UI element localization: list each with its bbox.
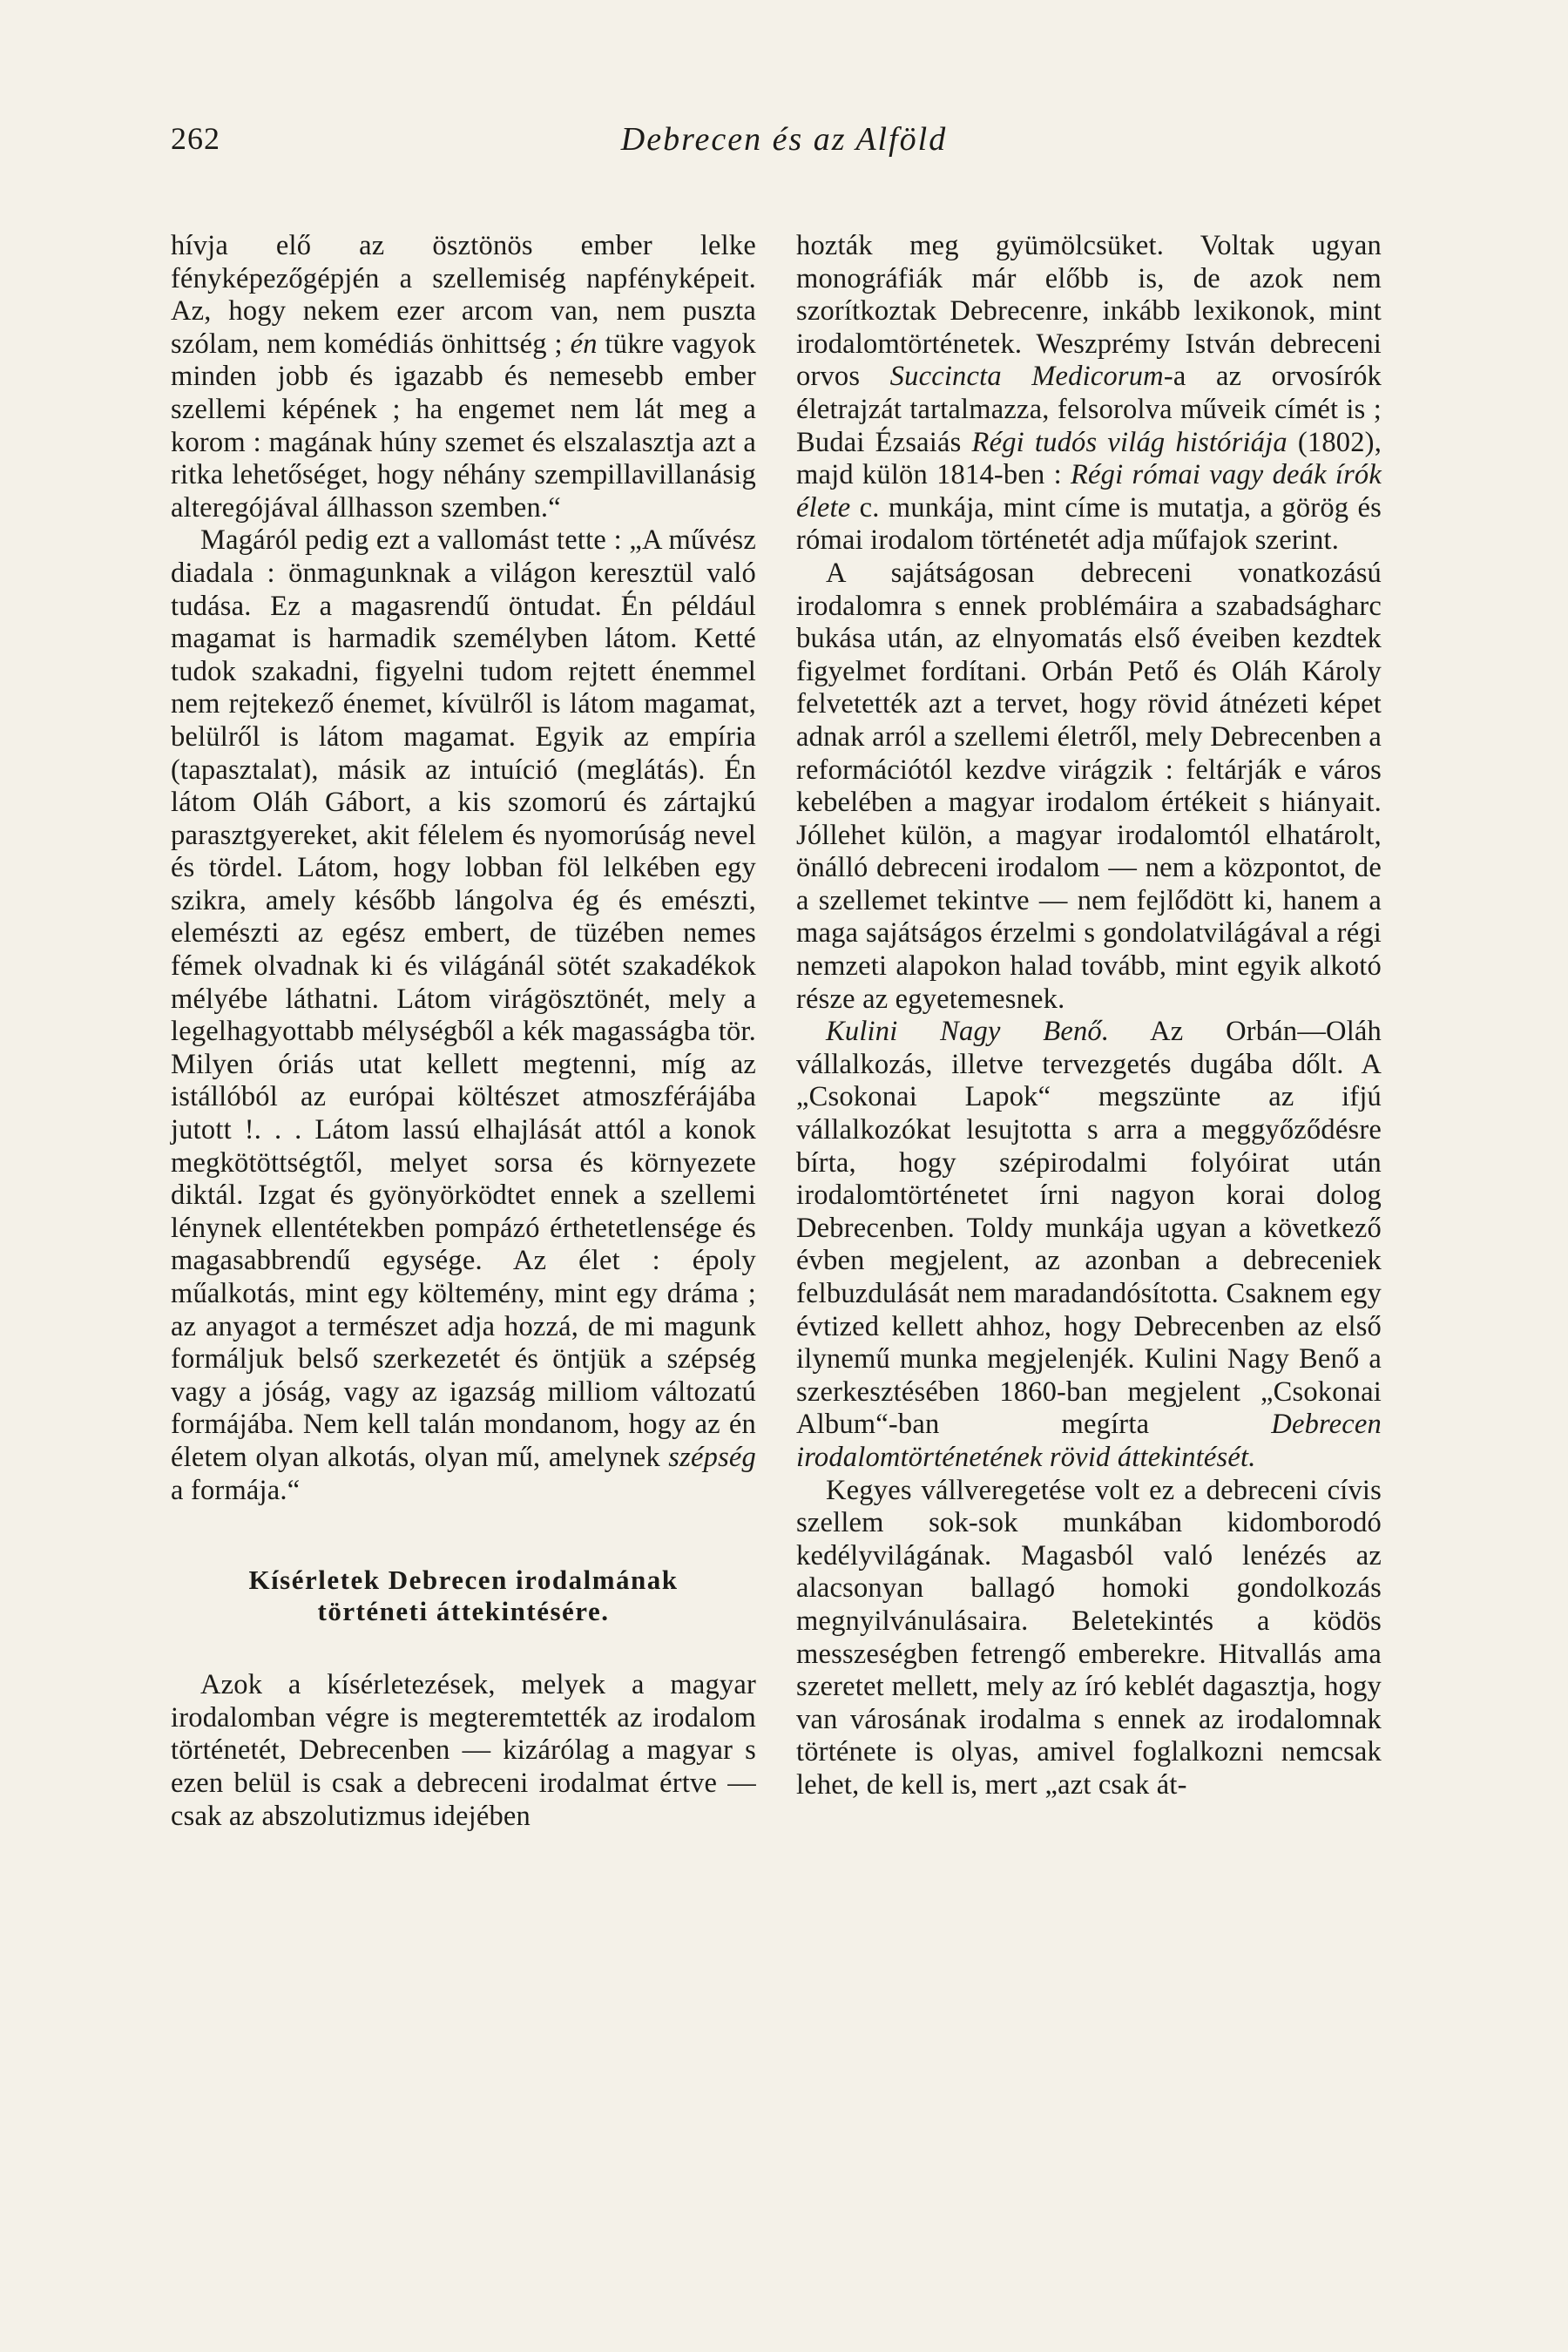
page-header (0, 120, 1568, 172)
left-column (171, 230, 756, 1833)
running-title: Debrecen és az Alföld (620, 121, 948, 158)
paragraph: hívja elő az ösztönös ember lelke fényképezőgépjén a szellemiség napfényképeit. Az, hogy nekem ezer arcom van, nem puszta szólam, nem komédiás önhittség ; én tükre vagyok minden jobb és igazabb és nemesebb ember szellemi képének ; ha engemet nem lát meg a korom : magának húny szemet és elszalasztja azt a ritka lehetőséget, hogy néhány szempillavillanásig alteregójával állhasson szemben.“ (171, 230, 756, 524)
paragraph: Kulini Nagy Benő. Az Orbán—Oláh vállalkozás, illetve tervezgetés dugába dőlt. A „Csokonai Lapok“ megszünte az ifjú vállalkozókat lesujtotta s arra a meggyőződésre bírta, hogy szépirodalmi folyóirat után irodalomtörténetet írni nagyon korai dolog Debrecenben. Toldy munkája ugyan a következő évben megjelent, az azonban a debreceniek felbuzdulását nem maradandósította. Csaknem egy évtized kellett ahhoz, hogy Debrecenben az első ilynemű munka megjelenjék. Kulini Nagy Benő a szerkesztésében 1860-ban megjelent „Csokonai Album“-ban megírta Debrecen irodalomtörténetének rövid áttekintését. (796, 1016, 1382, 1473)
paragraph: Azok a kísérletezések, melyek a magyar irodalomban végre is megteremtették az irodalom történetét, Debrecenben — kizárólag a magyar s ezen belül is csak a debreceni irodalmat értve — csak az abszolutizmus idejében (171, 1669, 756, 1832)
paragraph: A sajátságosan debreceni vonatkozású irodalomra s ennek problémáira a szabadságharc bukása után, az elnyomatás első éveiben kezdtek figyelmet fordítani. Orbán Pető és Oláh Károly felvetették azt a tervet, hogy rövid átnézeti képet adnak arról a szellemi életről, mely Debrecenben a reformációtól kezdve virágzik : feltárják e város kebelében a magyar irodalom értékeit s hiányait. Jóllehet külön, a magyar irodalomtól elhatárolt, önálló debreceni irodalom — nem a központot, de a szellemet tekintve — nem fejlődött ki, hanem a maga sajátságos érzelmi s gondolatvilágával a régi nemzeti alapokon halad tovább, mint egyik alkotó része az egyetemesnek. (796, 557, 1382, 1015)
right-column (796, 230, 1382, 1802)
section-heading: Kísérletek Debrecen irodalmának történeti áttekintésére. (248, 1565, 679, 1627)
paragraph: hozták meg gyümölcsüket. Voltak ugyan monográfiák már előbb is, de azok nem szorítkoztak Debrecenre, inkább lexikonok, mint irodalomtörténetek. Weszprémy István debreceni orvos Succincta Medicorum-a az orvosírók életrajzát tartalmazza, felsorolva műveik címét is ; Budai Ézsaiás Régi tudós világ históriája (1802), majd külön 1814-ben : Régi római vagy deák írók élete c. munkája, mint címe is mutatja, a görög és római irodalom történetét adja műfajok szerint. (796, 230, 1382, 557)
page-number: 262 (171, 121, 220, 156)
paragraph: Kegyes vállveregetése volt ez a debreceni cívis szellem sok-sok munkában kidomborodó kedélyvilágának. Magasból való lenézés az alacsonyan ballagó homoki gondolkozás megnyilvánulásaira. Beletekintés a ködös messzeségben fetrengő emberekre. Hitvallás ama szeretet mellett, mely az író keblét dagasztja, hogy van városának irodalma s ennek az irodalomnak története is olyas, amivel foglalkozni nemcsak lehet, de kell is, mert „azt csak át- (796, 1474, 1382, 1801)
paragraph: Magáról pedig ezt a vallomást tette : „A művész diadala : önmagunknak a világon keresztül való tudása. Ez a magasrendű öntudat. Én például magamat is harmadik személyben látom. Ketté tudok szakadni, figyelni tudom rejtett énemmel nem rejtekező énemet, kívülről is látom magamat, belülről is látom magamat. Egyik az empíria (tapasztalat), másik az intuíció (meglátás). Én látom Oláh Gábort, a kis szomorú és zártajkú parasztgyereket, akit félelem és nyomorúság nevel és tördel. Látom, hogy lobban föl lelkében egy szikra, amely később lángolva ég és emészti, elemészti az egész embert, de tüzében nemes fémek olvadnak ki és világánál sötét szakadékok mélyébe láthatni. Látom virágösztönét, mely a legelhagyottabb mélységből a kék magasságba tör. Milyen óriás utat kellett megtenni, míg az istállóból az európai költészet atmoszférájába jutott !. . . Látom lassú elhajlását attól a konok megkötöttségtől, melyet sorsa és környezete diktál. Izgat és gyönyörködtet ennek a szellemi lénynek ellentétekben pompázó érthetetlensége és magasabbrendű egysége. Az élet : époly műalkotás, mint egy költemény, mint egy dráma ; az anyagot a természet adja hozzá, de mi magunk formáljuk belső szerkezetét és öntjük a szépség vagy a jóság, vagy az igazság milliom változatú formájába. Nem kell talán mondanom, hogy az én életem olyan alkotás, olyan mű, amelynek szépség a formája.“ (171, 524, 756, 1506)
